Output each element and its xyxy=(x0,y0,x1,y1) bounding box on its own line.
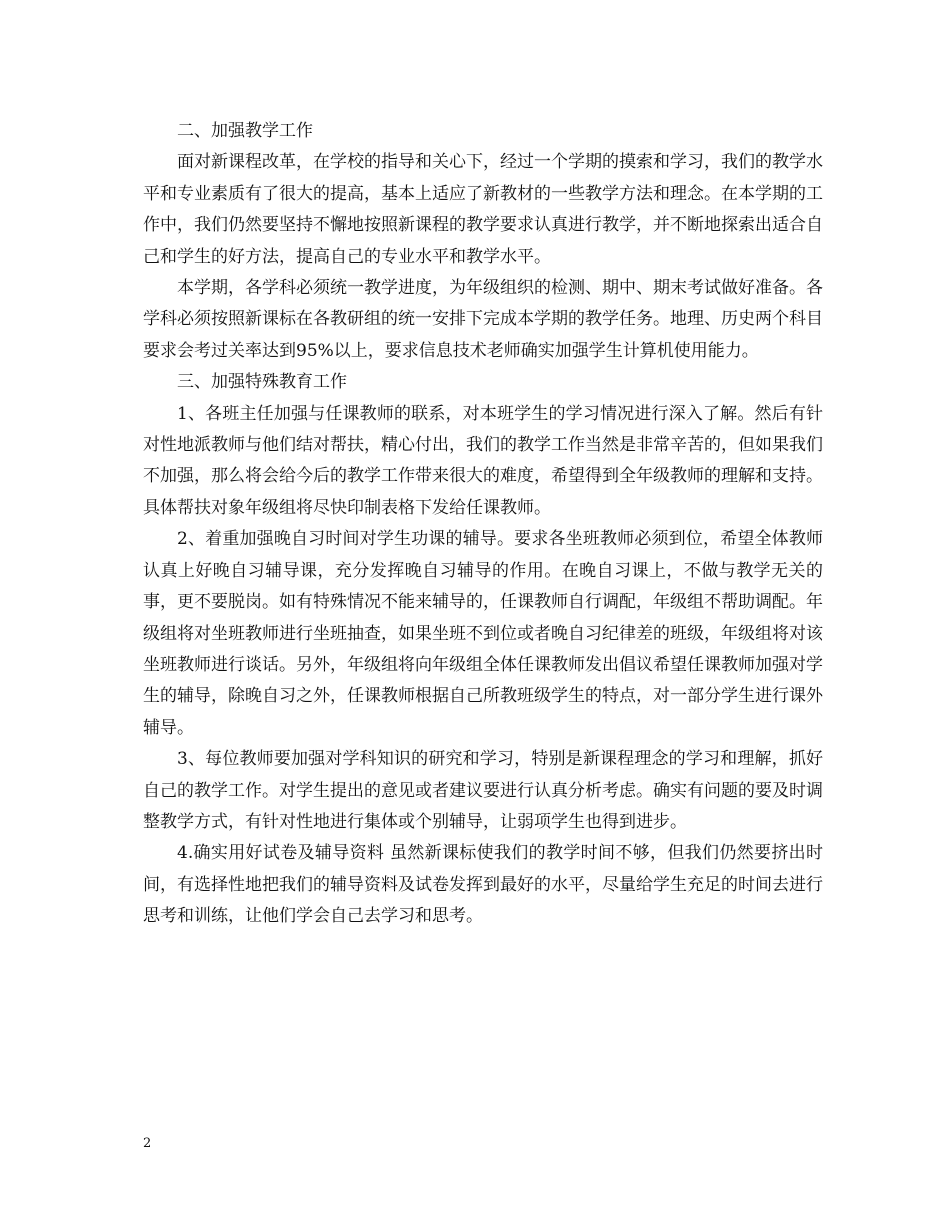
section-heading: 二、加强教学工作 xyxy=(177,121,313,141)
document-body xyxy=(143,116,823,933)
paragraph: 4.确实用好试卷及辅导资料 虽然新课标使我们的教学时间不够，但我们仍然要挤出时间，有选择性地把我们的辅导资料及试卷发挥到最好的水平，尽量给学生充足的时间去进行思考和训练，让他们学会自己去学习和思考。 xyxy=(143,843,823,927)
paragraph: 本学期，各学科必须统一教学进度，为年级组织的检测、期中、期末考试做好准备。各学科必须按照新课标在各教研组的统一安排下完成本学期的教学任务。地理、历史两个科目要求会考过关率达到95%以上，要求信息技术老师确实加强学生计算机使用能力。 xyxy=(143,278,823,361)
paragraph: 1、各班主任加强与任课教师的联系，对本班学生的学习情况进行深入了解。然后有针对性地派教师与他们结对帮扶，精心付出，我们的教学工作当然是非常辛苦的，但如果我们不加强，那么将会给今后的教学工作带来很大的难度，希望得到全年级教师的理解和支持。具体帮扶对象年级组将尽快印制表格下发给任课教师。 xyxy=(143,403,823,518)
section-heading: 三、加强特殊教育工作 xyxy=(177,372,347,393)
page-number: 2 xyxy=(143,1136,152,1151)
paragraph: 2、着重加强晚自习时间对学生功课的辅导。要求各坐班教师必须到位，希望全体教师认真上好晚自习辅导课，充分发挥晚自习辅导的作用。在晚自习课上，不做与教学无关的事，更不要脱岗。如有特殊情况不能来辅导的，任课教师自行调配，年级组不帮助调配。年级组将对坐班教师进行坐班抽查，如果坐班不到位或者晚自习纪律差的班级，年级组将对该坐班教师进行谈话。另外，年级组将向年级组全体任课教师发出倡议希望任课教师加强对学生的辅导，除晚自习之外，任课教师根据自己所教班级学生的特点，对一部分学生进行课外辅导。 xyxy=(143,529,823,738)
paragraph: 面对新课程改革，在学校的指导和关心下，经过一个学期的摸索和学习，我们的教学水平和专业素质有了很大的提高，基本上适应了新教材的一些教学方法和理念。在本学期的工作中，我们仍然要坚持不懈地按照新课程的教学要求认真进行教学，并不断地探索出适合自己和学生的好方法，提高自己的专业水平和教学水平。 xyxy=(143,152,823,267)
paragraph: 3、每位教师要加强对学科知识的研究和学习，特别是新课程理念的学习和理解，抓好自己的教学工作。对学生提出的意见或者建议要进行认真分析考虑。确实有问题的要及时调整教学方式，有针对性地进行集体或个别辅导，让弱项学生也得到进步。 xyxy=(143,749,823,832)
